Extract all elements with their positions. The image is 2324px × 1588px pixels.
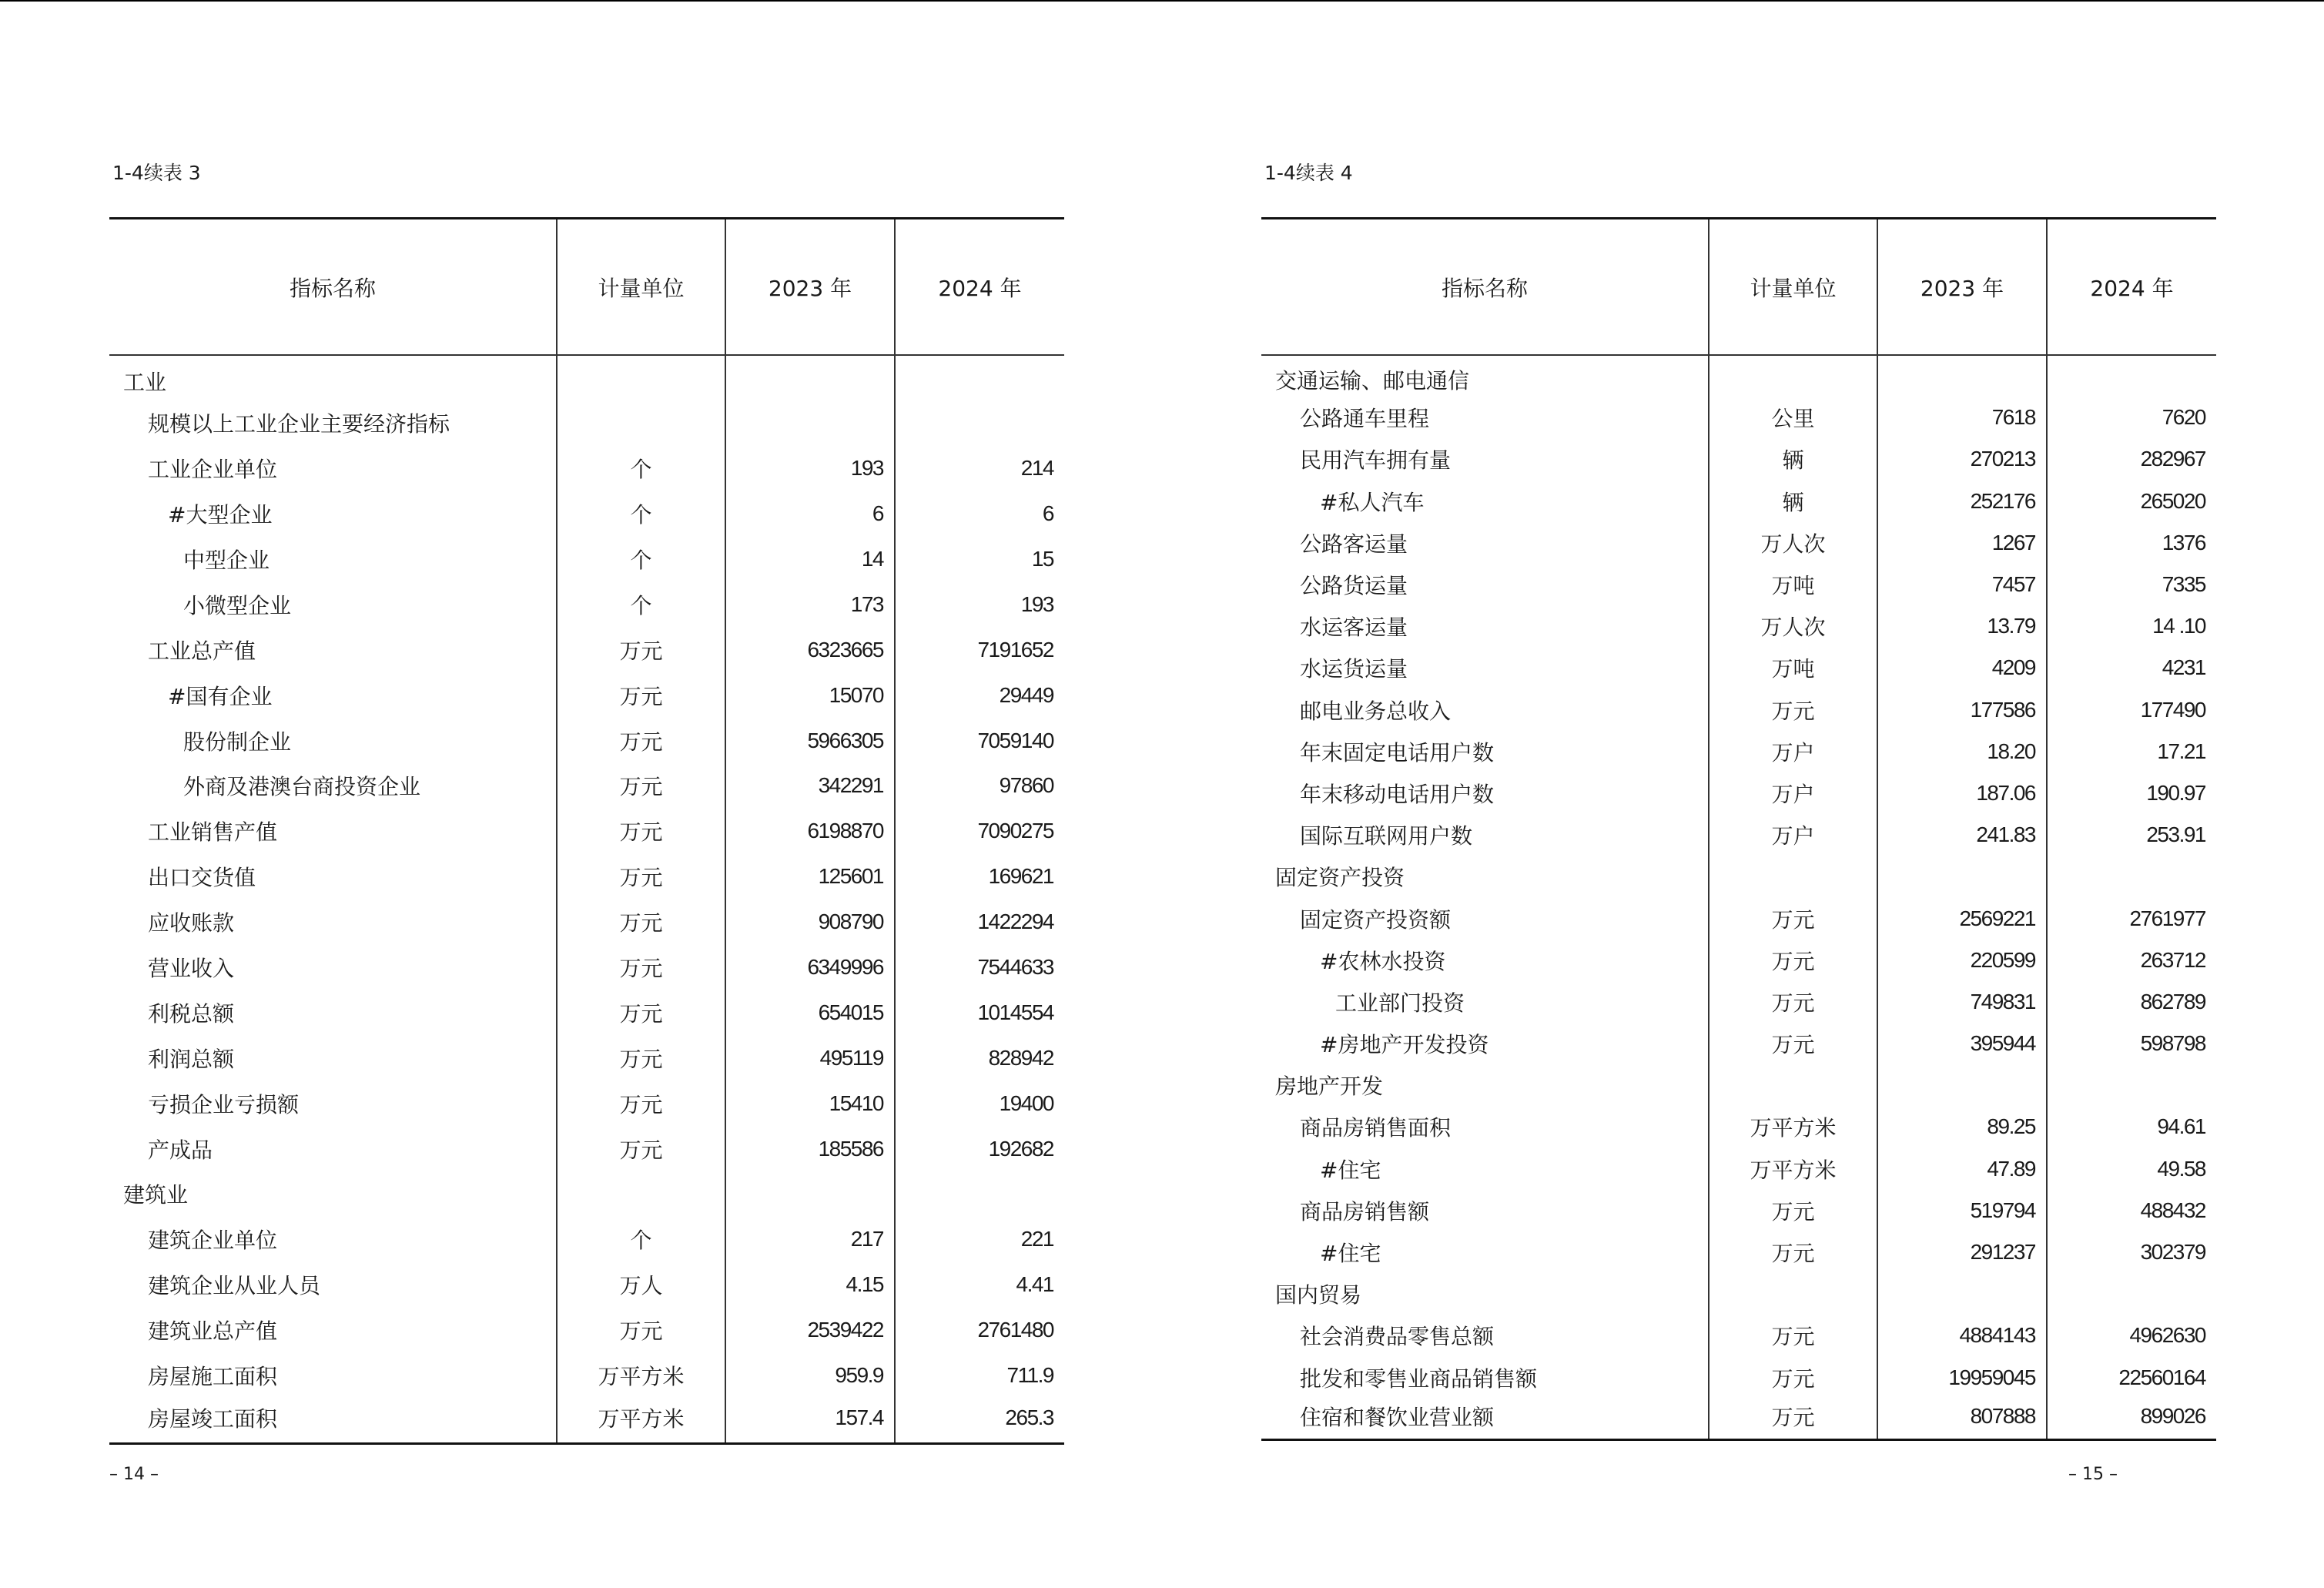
page-number: – 15 – [2068, 1465, 2118, 1484]
value-2023-cell: 807888 [1877, 1399, 2047, 1440]
value-2023-cell: 749831 [1877, 981, 2047, 1023]
indicator-name-cell: 国内贸易 [1261, 1273, 1709, 1315]
indicator-name-cell: 股份制企业 [109, 718, 557, 763]
unit-cell: 万元 [557, 718, 725, 763]
value-2023-cell: 342291 [725, 763, 895, 809]
value-2024-cell: 7059140 [977, 728, 1053, 752]
unit-cell [557, 1171, 725, 1217]
unit-cell: 万平方米 [1709, 1106, 1877, 1147]
value-2024-cell: 7544633 [977, 955, 1053, 980]
table-row [1261, 940, 2216, 981]
value-2024-cell: 177490 [2140, 697, 2205, 722]
indicator-name-cell: 房屋施工面积 [109, 1353, 557, 1399]
unit-cell: 万元 [557, 1080, 725, 1126]
indicator-name-cell: 工业总产值 [109, 627, 557, 672]
unit-cell: 万元 [557, 627, 725, 672]
value-2024-cell: 828942 [988, 1045, 1053, 1070]
value-2023-cell: 908790 [725, 900, 895, 945]
unit-cell: 万户 [1709, 814, 1877, 856]
value-2023-cell: 4884143 [1877, 1315, 2047, 1356]
value-2023-cell [1877, 856, 2047, 897]
unit-cell: 万元 [1709, 1023, 1877, 1064]
header-2023: 2023 年 [725, 219, 895, 356]
unit-cell: 万元 [557, 854, 725, 900]
unit-cell: 万元 [557, 1035, 725, 1080]
header-2024: 2024 年 [895, 219, 1064, 356]
unit-cell: 万人次 [1709, 522, 1877, 564]
indicator-name-cell: 建筑业 [109, 1171, 557, 1217]
indicator-name-cell: 公路货运量 [1261, 564, 1709, 605]
indicator-name-cell: 利税总额 [109, 990, 557, 1035]
table-row [1261, 1315, 2216, 1356]
table-row [1261, 1190, 2216, 1231]
value-2024-cell: 862789 [2140, 989, 2205, 1013]
value-2023-cell: 241.83 [1877, 814, 2047, 856]
value-2023-cell [725, 400, 895, 446]
value-2023-cell: 47.89 [1877, 1148, 2047, 1190]
table-row [1261, 689, 2216, 731]
value-2023-cell: 495119 [725, 1035, 895, 1080]
indicator-name-cell: 亏损企业亏损额 [109, 1080, 557, 1126]
value-2024-cell: 94.61 [2157, 1114, 2205, 1139]
value-2024-cell [2047, 1064, 2216, 1106]
unit-cell [557, 400, 725, 446]
table-row [109, 1262, 1064, 1308]
table-row [109, 446, 1064, 491]
unit-cell: 万户 [1709, 772, 1877, 814]
value-2023-cell: 252176 [1877, 481, 2047, 522]
table-row [1261, 522, 2216, 564]
indicator-name-cell: 商品房销售额 [1261, 1190, 1709, 1231]
table-row [1261, 647, 2216, 688]
indicator-name-cell: 水运客运量 [1261, 605, 1709, 647]
table-row [1261, 1399, 2216, 1440]
value-2024-cell: 4231 [2162, 655, 2205, 680]
table-row [109, 1080, 1064, 1126]
page-number: – 14 – [109, 1465, 159, 1484]
indicator-name-cell: 规模以上工业企业主要经济指标 [109, 400, 557, 446]
table-caption: 1-4续表 4 [1264, 162, 1353, 184]
unit-cell: 个 [557, 446, 725, 491]
value-2024-cell: 711.9 [1006, 1363, 1053, 1388]
value-2023-cell: 4.15 [725, 1262, 895, 1308]
value-2024-cell: 1014554 [977, 1000, 1053, 1024]
value-2023-cell [1877, 1064, 2047, 1106]
indicator-name-cell: #大型企业 [109, 491, 557, 537]
value-2024-cell: 192682 [988, 1136, 1053, 1161]
value-2024-cell [2047, 355, 2216, 397]
indicator-name-cell: 营业收入 [109, 945, 557, 990]
value-2023-cell: 125601 [725, 854, 895, 900]
value-2023-cell [725, 355, 895, 400]
value-2024-cell: 263712 [2140, 947, 2205, 972]
table-body [109, 355, 1064, 1443]
value-2023-cell [1877, 1273, 2047, 1315]
unit-cell [1709, 856, 1877, 897]
indicator-name-cell: #房地产开发投资 [1261, 1023, 1709, 1064]
value-2023-cell [1877, 355, 2047, 397]
section-header-row [109, 355, 1064, 400]
value-2024-cell: 7191652 [977, 637, 1053, 662]
indicator-name-cell: 国际互联网用户数 [1261, 814, 1709, 856]
table-row [1261, 1023, 2216, 1064]
unit-cell: 万元 [557, 1126, 725, 1171]
table-header-row [109, 219, 1064, 356]
header-unit: 计量单位 [1709, 219, 1877, 356]
value-2023-cell: 270213 [1877, 438, 2047, 480]
table-row [1261, 605, 2216, 647]
table-row [109, 1035, 1064, 1080]
unit-cell: 公里 [1709, 397, 1877, 438]
table-row [1261, 981, 2216, 1023]
value-2024-cell: 214 [1020, 456, 1053, 481]
value-2024-cell [2047, 1273, 2216, 1315]
indicator-name-cell: 住宿和餐饮业营业额 [1261, 1399, 1709, 1440]
value-2024-cell [895, 1171, 1064, 1217]
indicator-name-cell: #农林水投资 [1261, 940, 1709, 981]
value-2024-cell [895, 355, 1064, 400]
value-2024-cell: 17.21 [2157, 739, 2205, 763]
indicator-name-cell: 利润总额 [109, 1035, 557, 1080]
unit-cell: 万元 [557, 672, 725, 718]
indicator-name-cell: 房屋竣工面积 [109, 1398, 557, 1443]
unit-cell: 万户 [1709, 731, 1877, 772]
value-2024-cell: 221 [1020, 1227, 1053, 1251]
indicator-name-cell: #住宅 [1261, 1231, 1709, 1273]
table-row [109, 1398, 1064, 1443]
unit-cell: 万元 [1709, 897, 1877, 939]
value-2024-cell: 2761977 [2129, 906, 2205, 930]
indicator-name-cell: 房地产开发 [1261, 1064, 1709, 1106]
value-2024-cell: 265020 [2140, 488, 2205, 513]
indicator-name-cell: 社会消费品零售总额 [1261, 1315, 1709, 1356]
value-2024-cell: 19400 [999, 1090, 1053, 1115]
table-row [109, 537, 1064, 582]
value-2023-cell: 291237 [1877, 1231, 2047, 1273]
value-2023-cell: 177586 [1877, 689, 2047, 731]
value-2023-cell: 5966305 [725, 718, 895, 763]
indicator-name-cell: 年末固定电话用户数 [1261, 731, 1709, 772]
statistics-table [109, 217, 1064, 1445]
indicator-name-cell: #住宅 [1261, 1148, 1709, 1190]
value-2023-cell: 15070 [725, 672, 895, 718]
header-2023: 2023 年 [1877, 219, 2047, 356]
unit-cell: 万元 [1709, 1357, 1877, 1399]
indicator-name-cell: 民用汽车拥有量 [1261, 438, 1709, 480]
value-2024-cell: 6 [1042, 501, 1053, 526]
value-2024-cell: 15 [1031, 547, 1053, 571]
table-row [109, 1353, 1064, 1399]
value-2023-cell: 6349996 [725, 945, 895, 990]
value-2023-cell: 959.9 [725, 1353, 895, 1399]
unit-cell: 万吨 [1709, 647, 1877, 688]
value-2024-cell: 899026 [2140, 1404, 2205, 1429]
table-row [109, 945, 1064, 990]
value-2023-cell: 4209 [1877, 647, 2047, 688]
unit-cell: 万元 [557, 945, 725, 990]
indicator-name-cell: #国有企业 [109, 672, 557, 718]
value-2023-cell: 217 [725, 1217, 895, 1262]
value-2024-cell [2047, 856, 2216, 897]
value-2024-cell: 2761480 [977, 1318, 1053, 1342]
unit-cell [1709, 1273, 1877, 1315]
value-2023-cell: 7618 [1877, 397, 2047, 438]
value-2023-cell: 6323665 [725, 627, 895, 672]
value-2024-cell: 14 .10 [2152, 614, 2205, 638]
indicator-name-cell: 工业部门投资 [1261, 981, 1709, 1023]
unit-cell: 万元 [1709, 1315, 1877, 1356]
value-2023-cell: 6198870 [725, 809, 895, 854]
table-row [109, 990, 1064, 1035]
table-row [109, 672, 1064, 718]
section-header-row [109, 1171, 1064, 1217]
unit-cell: 万人 [557, 1262, 725, 1308]
value-2024-cell: 265.3 [1005, 1405, 1053, 1430]
section-header-row [1261, 856, 2216, 897]
table-row [109, 627, 1064, 672]
unit-cell: 万吨 [1709, 564, 1877, 605]
value-2023-cell: 6 [725, 491, 895, 537]
table-row [1261, 1231, 2216, 1273]
unit-cell [557, 355, 725, 400]
unit-cell: 万元 [1709, 1190, 1877, 1231]
value-2023-cell: 157.4 [725, 1398, 895, 1443]
value-2024-cell: 282967 [2140, 447, 2205, 471]
unit-cell [1709, 355, 1877, 397]
unit-cell: 万元 [557, 809, 725, 854]
table-row [1261, 1106, 2216, 1147]
indicator-name-cell: 邮电业务总收入 [1261, 689, 1709, 731]
unit-cell: 万元 [557, 900, 725, 945]
unit-cell: 万人次 [1709, 605, 1877, 647]
value-2023-cell: 2569221 [1877, 897, 2047, 939]
indicator-name-cell: 中型企业 [109, 537, 557, 582]
value-2023-cell: 89.25 [1877, 1106, 2047, 1147]
value-2023-cell: 395944 [1877, 1023, 2047, 1064]
header-2024: 2024 年 [2047, 219, 2216, 356]
table-row [1261, 1148, 2216, 1190]
table-row [109, 1308, 1064, 1353]
value-2023-cell [725, 1171, 895, 1217]
unit-cell: 万元 [557, 1308, 725, 1353]
value-2024-cell: 193 [1020, 591, 1053, 616]
indicator-name-cell: 工业 [109, 355, 557, 400]
table-row [109, 900, 1064, 945]
header-indicator-name: 指标名称 [1261, 219, 1709, 356]
top-border-line [0, 0, 2324, 2]
statistics-table [1261, 217, 2216, 1441]
value-2024-cell: 302379 [2140, 1240, 2205, 1265]
value-2024-cell: 190.97 [2146, 780, 2205, 805]
header-indicator-name: 指标名称 [109, 219, 557, 356]
unit-cell: 万元 [1709, 1231, 1877, 1273]
value-2024-cell: 1422294 [977, 910, 1053, 934]
indicator-name-cell: #私人汽车 [1261, 481, 1709, 522]
table-row [1261, 481, 2216, 522]
value-2024-cell: 29449 [999, 682, 1053, 707]
table-row [1261, 814, 2216, 856]
value-2023-cell: 7457 [1877, 564, 2047, 605]
indicator-name-cell: 公路客运量 [1261, 522, 1709, 564]
indicator-name-cell: 固定资产投资 [1261, 856, 1709, 897]
table-row [1261, 897, 2216, 939]
indicator-name-cell: 公路通车里程 [1261, 397, 1709, 438]
value-2024-cell: 488432 [2140, 1198, 2205, 1222]
unit-cell: 万元 [1709, 1399, 1877, 1440]
table-row [109, 581, 1064, 627]
unit-cell: 辆 [1709, 438, 1877, 480]
indicator-name-cell: 外商及港澳台商投资企业 [109, 763, 557, 809]
value-2024-cell: 7620 [2162, 405, 2205, 430]
header-unit: 计量单位 [557, 219, 725, 356]
value-2023-cell: 220599 [1877, 940, 2047, 981]
value-2023-cell: 185586 [725, 1126, 895, 1171]
value-2024-cell: 22560164 [2118, 1365, 2205, 1389]
indicator-name-cell: 小微型企业 [109, 581, 557, 627]
unit-cell: 万元 [1709, 981, 1877, 1023]
table-row [1261, 731, 2216, 772]
unit-cell: 万元 [557, 990, 725, 1035]
indicator-name-cell: 建筑企业单位 [109, 1217, 557, 1262]
value-2024-cell: 49.58 [2157, 1156, 2205, 1181]
unit-cell: 万平方米 [1709, 1148, 1877, 1190]
table-row [1261, 397, 2216, 438]
table-caption: 1-4续表 3 [112, 162, 201, 184]
value-2023-cell: 19959045 [1877, 1357, 2047, 1399]
value-2024-cell: 7335 [2162, 572, 2205, 597]
section-header-row [1261, 355, 2216, 397]
value-2023-cell: 13.79 [1877, 605, 2047, 647]
value-2024-cell: 169621 [988, 864, 1053, 889]
unit-cell: 万元 [1709, 689, 1877, 731]
value-2023-cell: 173 [725, 581, 895, 627]
section-header-row [109, 400, 1064, 446]
indicator-name-cell: 产成品 [109, 1126, 557, 1171]
unit-cell: 万平方米 [557, 1353, 725, 1399]
unit-cell: 万平方米 [557, 1398, 725, 1443]
section-header-row [1261, 1273, 2216, 1315]
indicator-name-cell: 批发和零售业商品销售额 [1261, 1357, 1709, 1399]
value-2024-cell: 7090275 [977, 819, 1053, 843]
value-2024-cell: 4.41 [1016, 1272, 1053, 1297]
table-row [109, 1126, 1064, 1171]
value-2024-cell: 4962630 [2129, 1323, 2205, 1348]
value-2024-cell: 598798 [2140, 1031, 2205, 1056]
value-2024-cell [895, 400, 1064, 446]
table-body [1261, 355, 2216, 1440]
value-2023-cell: 1267 [1877, 522, 2047, 564]
indicator-name-cell: 交通运输、邮电通信 [1261, 355, 1709, 397]
unit-cell [1709, 1064, 1877, 1106]
unit-cell: 个 [557, 1217, 725, 1262]
unit-cell: 个 [557, 581, 725, 627]
table-row [1261, 564, 2216, 605]
value-2023-cell: 15410 [725, 1080, 895, 1126]
indicator-name-cell: 应收账款 [109, 900, 557, 945]
unit-cell: 个 [557, 537, 725, 582]
table-row [1261, 772, 2216, 814]
indicator-name-cell: 建筑企业从业人员 [109, 1262, 557, 1308]
value-2023-cell: 193 [725, 446, 895, 491]
table-row [109, 809, 1064, 854]
indicator-name-cell: 商品房销售面积 [1261, 1106, 1709, 1147]
unit-cell: 辆 [1709, 481, 1877, 522]
unit-cell: 万元 [557, 763, 725, 809]
table-header-row [1261, 219, 2216, 356]
table-row [1261, 1357, 2216, 1399]
table-row [109, 718, 1064, 763]
value-2023-cell: 187.06 [1877, 772, 2047, 814]
value-2023-cell: 654015 [725, 990, 895, 1035]
value-2023-cell: 14 [725, 537, 895, 582]
value-2023-cell: 18.20 [1877, 731, 2047, 772]
indicator-name-cell: 工业销售产值 [109, 809, 557, 854]
indicator-name-cell: 年末移动电话用户数 [1261, 772, 1709, 814]
value-2023-cell: 519794 [1877, 1190, 2047, 1231]
value-2024-cell: 1376 [2162, 530, 2205, 554]
indicator-name-cell: 工业企业单位 [109, 446, 557, 491]
table-row [109, 854, 1064, 900]
unit-cell: 个 [557, 491, 725, 537]
value-2023-cell: 2539422 [725, 1308, 895, 1353]
table-row [109, 1217, 1064, 1262]
indicator-name-cell: 固定资产投资额 [1261, 897, 1709, 939]
unit-cell: 万元 [1709, 940, 1877, 981]
indicator-name-cell: 建筑业总产值 [109, 1308, 557, 1353]
table-row [1261, 438, 2216, 480]
value-2024-cell: 97860 [999, 773, 1053, 798]
table-row [109, 491, 1064, 537]
table-row [109, 763, 1064, 809]
indicator-name-cell: 水运货运量 [1261, 647, 1709, 688]
value-2024-cell: 253.91 [2146, 822, 2205, 847]
section-header-row [1261, 1064, 2216, 1106]
indicator-name-cell: 出口交货值 [109, 854, 557, 900]
